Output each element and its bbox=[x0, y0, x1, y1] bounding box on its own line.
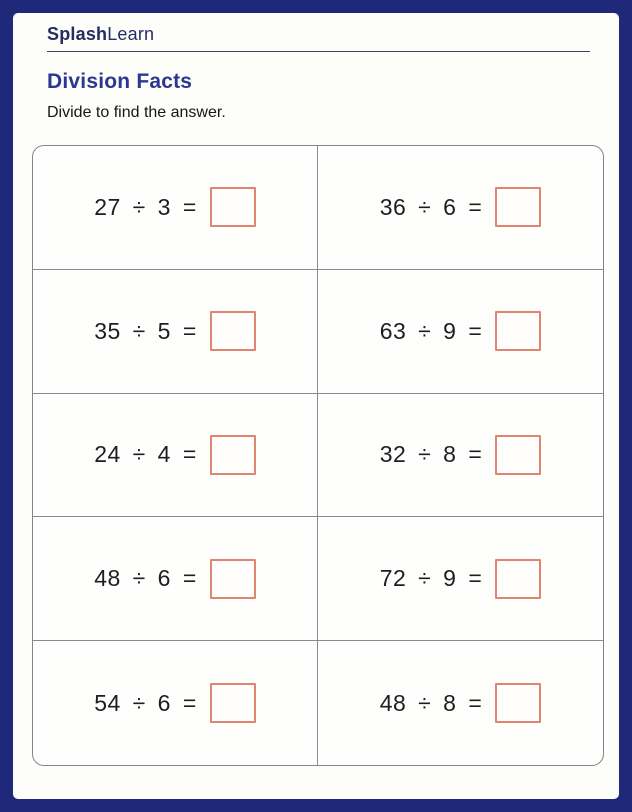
problem-cell bbox=[33, 394, 318, 518]
division-expression: 54 ÷ 6 = bbox=[94, 689, 197, 716]
header-divider bbox=[47, 51, 590, 52]
answer-box[interactable] bbox=[210, 559, 256, 599]
division-expression: 36 ÷ 6 = bbox=[379, 193, 483, 220]
problem-cell bbox=[318, 270, 603, 394]
logo-text-light: Learn bbox=[107, 24, 155, 44]
division-expression: 35 ÷ 5 = bbox=[94, 317, 197, 344]
division-expression: 48 ÷ 8 = bbox=[379, 689, 483, 716]
problem-cell bbox=[318, 146, 603, 270]
problem-cell bbox=[33, 641, 318, 765]
problem-cell bbox=[318, 641, 603, 765]
answer-box[interactable] bbox=[210, 187, 256, 227]
answer-box[interactable] bbox=[210, 311, 256, 351]
page-title: Division Facts bbox=[47, 70, 193, 93]
problem-cell bbox=[33, 270, 318, 394]
division-expression: 63 ÷ 9 = bbox=[379, 317, 483, 344]
answer-box[interactable] bbox=[210, 435, 256, 475]
answer-box[interactable] bbox=[495, 311, 541, 351]
problem-cell bbox=[318, 517, 603, 641]
problems-table bbox=[32, 145, 604, 766]
answer-box[interactable] bbox=[495, 187, 541, 227]
worksheet-page bbox=[13, 13, 619, 799]
division-expression: 24 ÷ 4 = bbox=[94, 441, 197, 468]
problem-cell bbox=[33, 146, 318, 270]
instruction-text: Divide to find the answer. bbox=[47, 104, 226, 121]
division-expression: 27 ÷ 3 = bbox=[94, 193, 197, 220]
problem-cell bbox=[318, 394, 603, 518]
answer-box[interactable] bbox=[495, 435, 541, 475]
logo-text-bold: Splash bbox=[47, 24, 108, 44]
answer-box[interactable] bbox=[495, 683, 541, 723]
problem-cell bbox=[33, 517, 318, 641]
division-expression: 48 ÷ 6 = bbox=[94, 565, 197, 592]
answer-box[interactable] bbox=[210, 683, 256, 723]
splashlearn-logo bbox=[47, 24, 154, 45]
division-expression: 72 ÷ 9 = bbox=[379, 565, 483, 592]
answer-box[interactable] bbox=[495, 559, 541, 599]
division-expression: 32 ÷ 8 = bbox=[379, 441, 483, 468]
